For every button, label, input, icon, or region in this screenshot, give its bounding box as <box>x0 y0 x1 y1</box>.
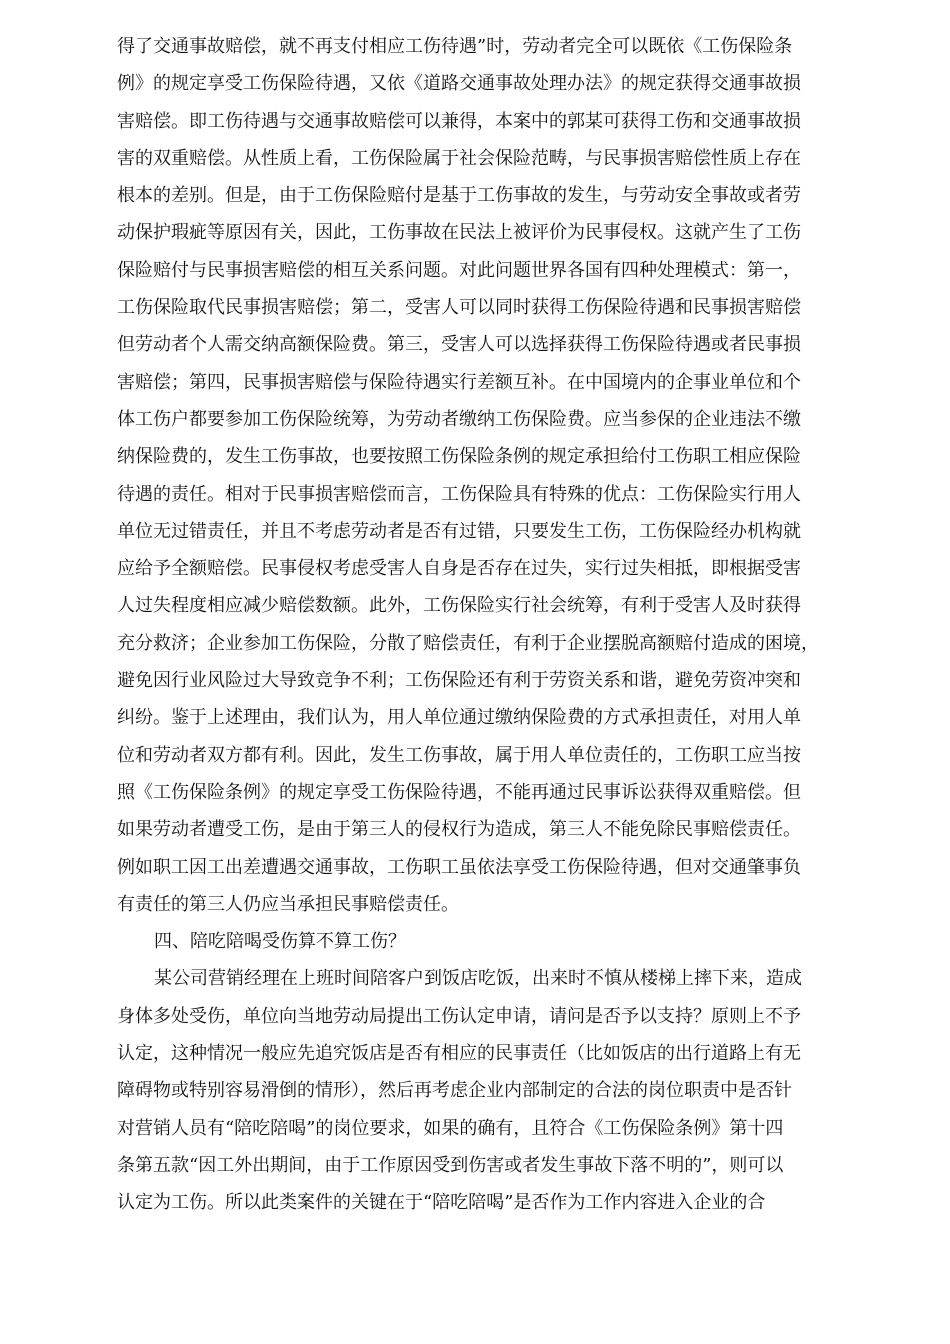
text-line: 但劳动者个人需交纳高额保险费。第三，受害人可以选择获得工伤保险待遇或者民事损 <box>117 334 801 356</box>
text-line: 有责任的第三人仍应当承担民事赔偿责任。 <box>117 893 459 915</box>
text-line: 障碍物或特别容易滑倒的情形），然后再考虑企业内部制定的合法的岗位职责中是否针 <box>117 1080 792 1102</box>
text-line: 例如职工因工出差遭遇交通事故，工伤职工虽依法享受工伤保险待遇，但对交通肇事负 <box>117 856 801 878</box>
text-line: 例》的规定享受工伤保险待遇，又依《道路交通事故处理办法》的规定获得交通事故损 <box>117 73 801 95</box>
text-line: 身体多处受伤，单位向当地劳动局提出工伤认定申请，请问是否予以支持？原则上不予 <box>117 1005 801 1027</box>
text-line: 避免因行业风险过大导致竞争不利；工伤保险还有利于劳资关系和谐，避免劳资冲突和 <box>117 670 801 692</box>
text-line: 纳保险费的，发生工伤事故，也要按照工伤保险条例的规定承担给付工伤职工相应保险 <box>117 446 801 468</box>
text-line: 动保护瑕疵等原因有关，因此，工伤事故在民法上被评价为民事侵权。这就产生了工伤 <box>117 222 801 244</box>
text-line: 保险赔付与民事损害赔偿的相互关系问题。对此问题世界各国有四种处理模式：第一， <box>117 259 801 281</box>
text-line: 照《工伤保险条例》的规定享受工伤保险待遇，不能再通过民事诉讼获得双重赔偿。但 <box>117 781 801 803</box>
text-line: 待遇的责任。相对于民事损害赔偿而言，工伤保险具有特殊的优点：工伤保险实行用人 <box>117 483 801 505</box>
text-line: 条第五款“因工外出期间，由于工作原因受到伤害或者发生事故下落不明的”，则可以 <box>117 1154 784 1176</box>
text-line: 如果劳动者遭受工伤，是由于第三人的侵权行为造成，第三人不能免除民事赔偿责任。 <box>117 819 801 841</box>
text-line: 对营销人员有“陪吃陪喝”的岗位要求，如果的确有，且符合《工伤保险条例》第十四 <box>117 1117 784 1139</box>
paragraph-1 <box>117 28 837 923</box>
text-line: 单位无过错责任，并且不考虑劳动者是否有过错，只要发生工伤，工伤保险经办机构就 <box>117 520 801 542</box>
document-page <box>117 28 837 1222</box>
text-line: 认定为工伤。所以此类案件的关键在于“陪吃陪喝”是否作为工作内容进入企业的合 <box>117 1192 766 1214</box>
text-line: 害赔偿。即工伤待遇与交通事故赔偿可以兼得，本案中的郭某可获得工伤和交通事故损 <box>117 110 801 132</box>
text-line: 得了交通事故赔偿，就不再支付相应工伤待遇”时，劳动者完全可以既依《工伤保险条 <box>117 36 793 57</box>
text-line: 人过失程度相应减少赔偿数额。此外，工伤保险实行社会统筹，有利于受害人及时获得 <box>117 595 801 617</box>
section-heading: 四、陪吃陪喝受伤算不算工伤？ <box>154 931 406 953</box>
text-line: 工伤保险取代民事损害赔偿；第二，受害人可以同时获得工伤保险待遇和民事损害赔偿 <box>117 297 801 319</box>
text-line: 体工伤户都要参加工伤保险统筹，为劳动者缴纳工伤保险费。应当参保的企业违法不缴 <box>117 408 801 430</box>
text-line: 位和劳动者双方都有利。因此，发生工伤事故，属于用人单位责任的，工伤职工应当按 <box>117 744 801 766</box>
text-line: 根本的差别。但是，由于工伤保险赔付是基于工伤事故的发生，与劳动安全事故或者劳 <box>117 185 801 207</box>
text-line: 害的双重赔偿。从性质上看，工伤保险属于社会保险范畴，与民事损害赔偿性质上存在 <box>117 147 801 169</box>
text-line: 某公司营销经理在上班时间陪客户到饭店吃饭，出来时不慎从楼梯上摔下来，造成 <box>154 968 802 990</box>
text-line: 害赔偿；第四，民事损害赔偿与保险待遇实行差额互补。在中国境内的企事业单位和个 <box>117 371 801 393</box>
paragraph-2 <box>117 960 837 1221</box>
text-line: 纠纷。鉴于上述理由，我们认为，用人单位通过缴纳保险费的方式承担责任，对用人单 <box>117 707 801 729</box>
text-line: 充分救济；企业参加工伤保险，分散了赔偿责任，有利于企业摆脱高额赔付造成的困境， <box>117 632 819 654</box>
text-line: 应给予全额赔偿。民事侵权考虑受害人自身是否存在过失，实行过失相抵，即根据受害 <box>117 558 801 580</box>
text-line: 认定，这种情况一般应先追究饭店是否有相应的民事责任（比如饭店的出行道路上有无 <box>117 1043 801 1065</box>
